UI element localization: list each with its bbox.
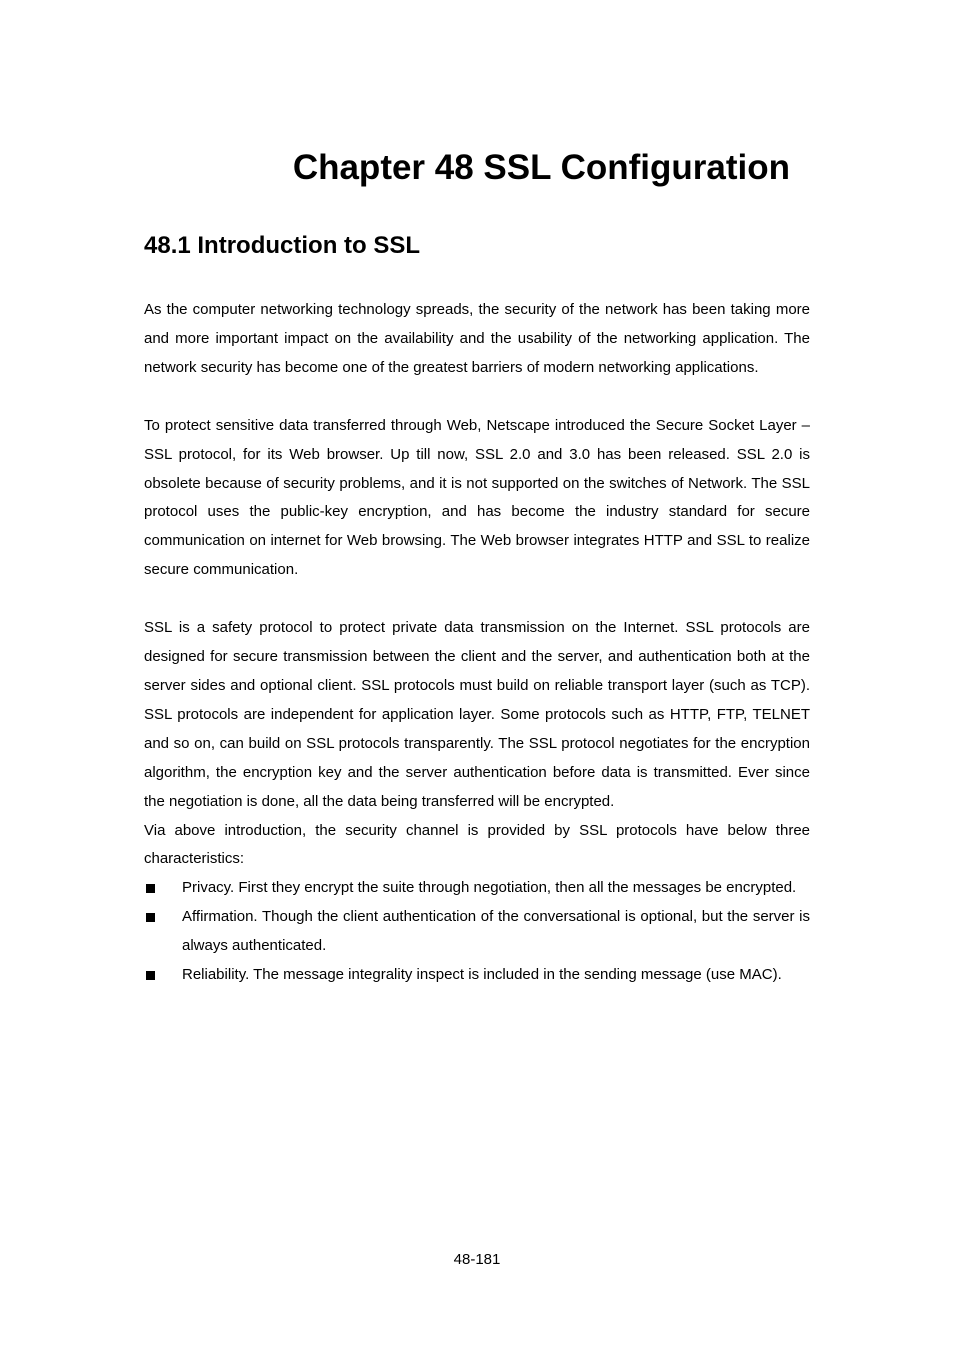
black-square-icon <box>146 971 155 980</box>
list-item-text: Privacy. First they encrypt the suite through negotiation, then all the messages be encrypted. <box>182 879 797 897</box>
list-item <box>144 961 810 990</box>
section-body <box>144 296 810 990</box>
chapter-title: Chapter 48 SSL Configuration <box>292 148 790 187</box>
list-item <box>144 874 810 903</box>
page-number: 48-181 <box>453 1251 501 1268</box>
black-square-icon <box>146 913 155 922</box>
paragraph-characteristics-intro: Via above introduction, the security channel is provided by SSL protocols have below three characteristics: <box>144 821 810 868</box>
section-heading: 48.1 Introduction to SSL <box>144 232 421 259</box>
list-item-text: Affirmation. Though the client authentication of the conversational is optional, but the server is always authenticated. <box>182 908 810 955</box>
paragraph-ssl-protocol: SSL is a safety protocol to protect private data transmission on the Internet. SSL protocols are designed for secure transmission between the client and the server, and authentication both at the server sides and optional client. SSL protocols must build on reliable transport layer (such as TCP). SSL protocols are independent for application layer. Some protocols such as HTTP, FTP, TELNET and so on, can build on SSL protocols transparently. The SSL protocol negotiates for the encryption algorithm, the encryption key and the server authentication before data is transmitted. Ever since the negotiation is done, all the data being transferred will be encrypted. <box>144 619 810 810</box>
paragraph-ssl-history: To protect sensitive data transferred through Web, Netscape introduced the Secure Socket Layer – SSL protocol, for its Web browser. Up till now, SSL 2.0 and 3.0 has been released. SSL 2.0 is obsolete because of security problems, and it is not supported on the switches of Network. The SSL protocol uses the public-key encryption, and has become the industry standard for secure communication on internet for Web browsing. The Web browser integrates HTTP and SSL to realize secure communication. <box>144 416 810 579</box>
list-item-text: Reliability. The message integrality inspect is included in the sending message (use MAC). <box>182 966 782 984</box>
characteristics-list <box>144 874 810 990</box>
list-item <box>144 903 810 961</box>
paragraph-network-security: As the computer networking technology spreads, the security of the network has been taking more and more important impact on the availability and the usability of the networking application. The network security has become one of the greatest barriers of modern networking applications. <box>144 301 810 376</box>
black-square-icon <box>146 884 155 893</box>
